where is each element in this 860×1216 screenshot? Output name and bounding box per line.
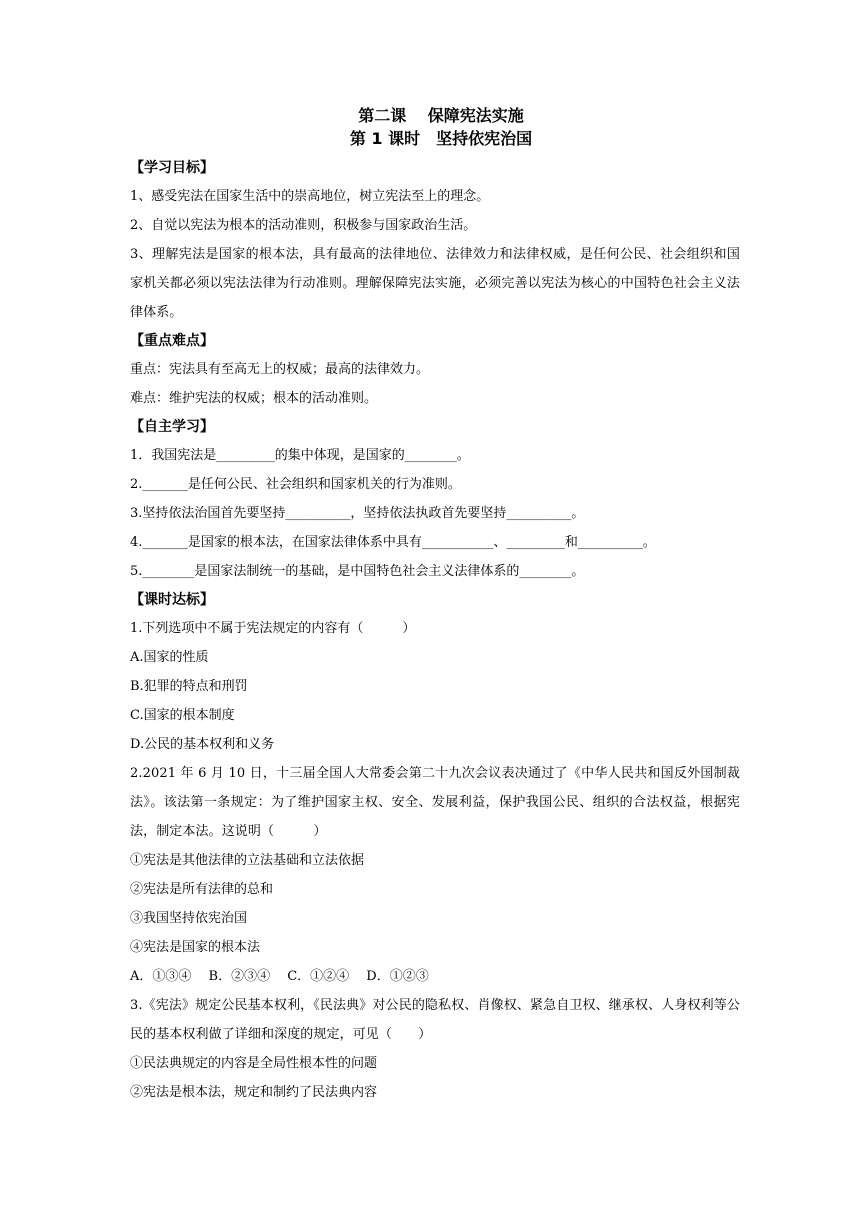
question-2-statement-4: ④宪法是国家的根本法 — [130, 940, 261, 955]
objective-item-2: 2、自觉以宪法为根本的活动准则，积极参与国家政治生活。 — [130, 218, 477, 233]
question-3-statement-2: ②宪法是根本法，规定和制约了民法典内容 — [130, 1085, 378, 1100]
question-2-statement-3: ③我国坚持依宪治国 — [130, 911, 248, 926]
section-heading-key-points: 【重点难点】 — [130, 333, 214, 349]
fill-blank-item-4: 4._______是国家的根本法，在国家法律体系中具有___________、_________和__________。 — [130, 535, 656, 550]
lesson-title: 第二课 保障宪法实施 — [358, 106, 524, 125]
question-1-stem: 1.下列选项中不属于宪法规定的内容有（ ） — [130, 621, 416, 636]
question-1-option-b: B.犯罪的特点和刑罚 — [130, 679, 248, 694]
objective-item-3: 3、理解宪法是国家的根本法，具有最高的法律地位、法律效力和法律权威，是任何公民、社会组织和国家机关都必须以宪法法律为行动准则。理解保障宪法实施，必须完善以宪法为核心的中国特色社会主义法律体系。 — [130, 247, 740, 320]
difficult-point-item: 难点：维护宪法的权威；根本的活动准则。 — [130, 391, 378, 406]
question-2-stem: 2.2021 年 6 月 10 日，十三届全国人大常委会第二十九次会议表决通过了《中华人民共和国反外国制裁法》。该法第一条规定：为了维护国家主权、安全、发展利益，保护我国公民、组织的合法权益，根据宪法，制定本法。这说明（ ） — [130, 766, 740, 839]
question-1-option-d: D.公民的基本权利和义务 — [130, 737, 275, 752]
section-heading-objectives: 【学习目标】 — [130, 160, 214, 176]
fill-blank-item-1: 1．我国宪法是_________的集中体现，是国家的________。 — [130, 448, 470, 463]
question-2-statement-2: ②宪法是所有法律的总和 — [130, 882, 274, 897]
key-point-item: 重点：宪法具有至高无上的权威；最高的法律效力。 — [130, 362, 430, 377]
fill-blank-item-2: 2._______是任何公民、社会组织和国家机关的行为准则。 — [130, 477, 461, 492]
question-2-choices: A．①③④ B．②③④ C．①②④ D．①②③ — [130, 969, 429, 984]
fill-blank-item-5: 5.________是国家法制统一的基础，是中国特色社会主义法律体系的________。 — [130, 564, 585, 579]
lesson-subtitle: 第 1 课时 坚持依宪治国 — [349, 129, 533, 148]
section-heading-self-study: 【自主学习】 — [130, 419, 214, 435]
document-content — [130, 104, 740, 1107]
section-heading-practice: 【课时达标】 — [130, 592, 214, 608]
question-2-statement-1: ①宪法是其他法律的立法基础和立法依据 — [130, 853, 365, 868]
objective-item-1: 1、感受宪法在国家生活中的崇高地位，树立宪法至上的理念。 — [130, 189, 490, 204]
question-1-option-c: C.国家的根本制度 — [130, 708, 235, 723]
question-1-option-a: A.国家的性质 — [130, 650, 209, 665]
fill-blank-item-3: 3.坚持依法治国首先要坚持__________，坚持依法执政首先要坚持__________。 — [130, 506, 585, 521]
question-3-statement-1: ①民法典规定的内容是全局性根本性的问题 — [130, 1056, 378, 1071]
question-3-stem: 3.《宪法》规定公民基本权利，《民法典》对公民的隐私权、肖像权、紧急自卫权、继承权、人身权利等公民的基本权利做了详细和深度的规定，可见（ ） — [130, 998, 740, 1042]
